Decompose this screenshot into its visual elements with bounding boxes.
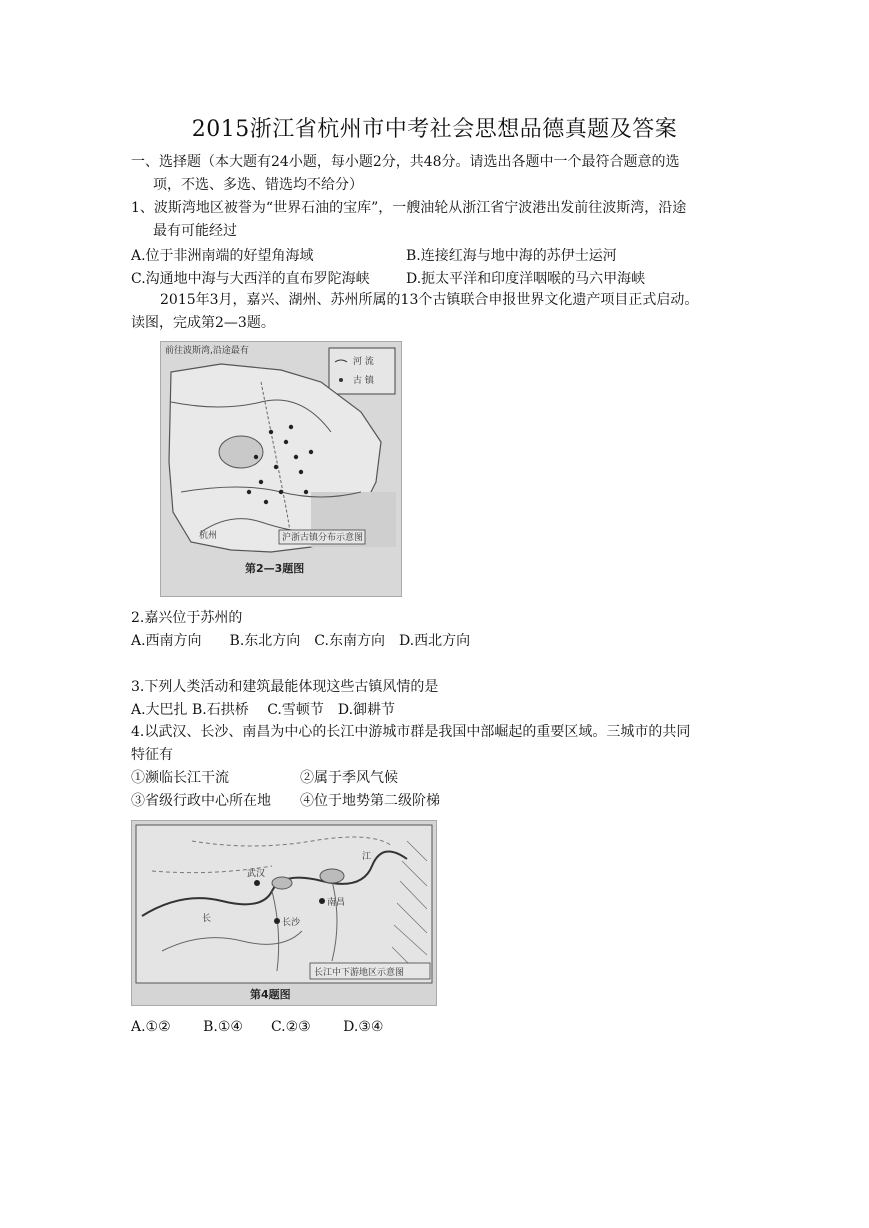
q4-options: A.①② B.①④ C.②③ D.③④ bbox=[131, 1019, 384, 1035]
q2-stem: 2.嘉兴位于苏州的 bbox=[131, 610, 243, 626]
label-hangzhou: 杭州 bbox=[199, 531, 218, 541]
legend-town-icon bbox=[339, 378, 343, 382]
city-wuhan-dot bbox=[254, 880, 260, 886]
label-changsha: 长沙 bbox=[282, 918, 301, 928]
q1-option-c: C.沟通地中海与大西洋的直布罗陀海峡 bbox=[131, 271, 370, 287]
q4-stem-line2: 特征有 bbox=[131, 747, 173, 763]
figure-caption: 第2—3题图 bbox=[245, 562, 305, 575]
q4-stem-line1: 4.以武汉、长沙、南昌为中心的长江中游城市群是我国中部崛起的重要区域。三城市的共同 bbox=[131, 724, 691, 740]
legend-town-label: 古 镇 bbox=[353, 376, 374, 386]
label-chang: 长 bbox=[202, 914, 212, 924]
lake-icon bbox=[219, 436, 263, 468]
figure-top-text: 前往波斯湾,沿途最有 bbox=[165, 346, 249, 356]
section-instruction-line1: 一、选择题（本大题有24小题，每小题2分，共48分。请选出各题中一个最符合题意的选 bbox=[131, 154, 680, 170]
label-jiang: 江 bbox=[362, 852, 372, 862]
q3-options: A.大巴扎 B.石拱桥 C.雪顿节 D.御耕节 bbox=[131, 702, 396, 718]
legend-river-label: 河 流 bbox=[353, 357, 374, 367]
map-legend bbox=[329, 348, 395, 394]
q3-stem: 3.下列人类活动和建筑最能体现这些古镇风情的是 bbox=[131, 679, 439, 695]
label-nanchang: 南昌 bbox=[327, 898, 346, 908]
q1-option-b: B.连接红海与地中海的苏伊士运河 bbox=[406, 248, 617, 264]
city-nanchang-dot bbox=[319, 898, 325, 904]
lake-icon bbox=[320, 869, 344, 883]
q1-option-d: D.扼太平洋和印度洋咽喉的马六甲海峡 bbox=[406, 271, 646, 287]
label-wuhan: 武汉 bbox=[247, 869, 266, 879]
intro-q2-3-line1: 2015年3月，嘉兴、湖州、苏州所属的13个古镇联合申报世界文化遗产项目正式启动。 bbox=[160, 292, 699, 308]
q4-item-4: ④位于地势第二级阶梯 bbox=[300, 793, 440, 809]
q1-stem-line1: 1、波斯湾地区被誉为“世界石油的宝库”，一艘油轮从浙江省宁波港出发前往波斯湾，沿途 bbox=[131, 200, 687, 216]
figure-q4-map bbox=[131, 820, 437, 1006]
q1-option-a: A.位于非洲南端的好望角海域 bbox=[131, 248, 314, 264]
page-title: 2015浙江省杭州市中考社会思想品德真题及答案 bbox=[191, 117, 678, 142]
q2-options: A.西南方向 B.东北方向 C.东南方向 D.西北方向 bbox=[131, 633, 471, 649]
map-frame bbox=[136, 825, 432, 983]
q4-item-3: ③省级行政中心所在地 bbox=[131, 793, 271, 809]
map-title: 长江中下游地区示意图 bbox=[314, 968, 405, 978]
map-title: 沪浙古镇分布示意图 bbox=[282, 533, 364, 543]
lake-icon bbox=[272, 877, 292, 889]
intro-q2-3-line2: 读图，完成第2—3题。 bbox=[131, 315, 275, 331]
city-changsha-dot bbox=[274, 918, 280, 924]
figure-q2-3-map bbox=[160, 341, 402, 597]
q4-item-2: ②属于季风气候 bbox=[300, 770, 398, 786]
q4-item-1: ①濒临长江干流 bbox=[131, 770, 229, 786]
section-instruction-line2: 项，不选、多选、错选均不给分） bbox=[153, 177, 363, 193]
q1-stem-line2: 最有可能经过 bbox=[153, 223, 237, 239]
figure-caption: 第4题图 bbox=[250, 988, 291, 1001]
